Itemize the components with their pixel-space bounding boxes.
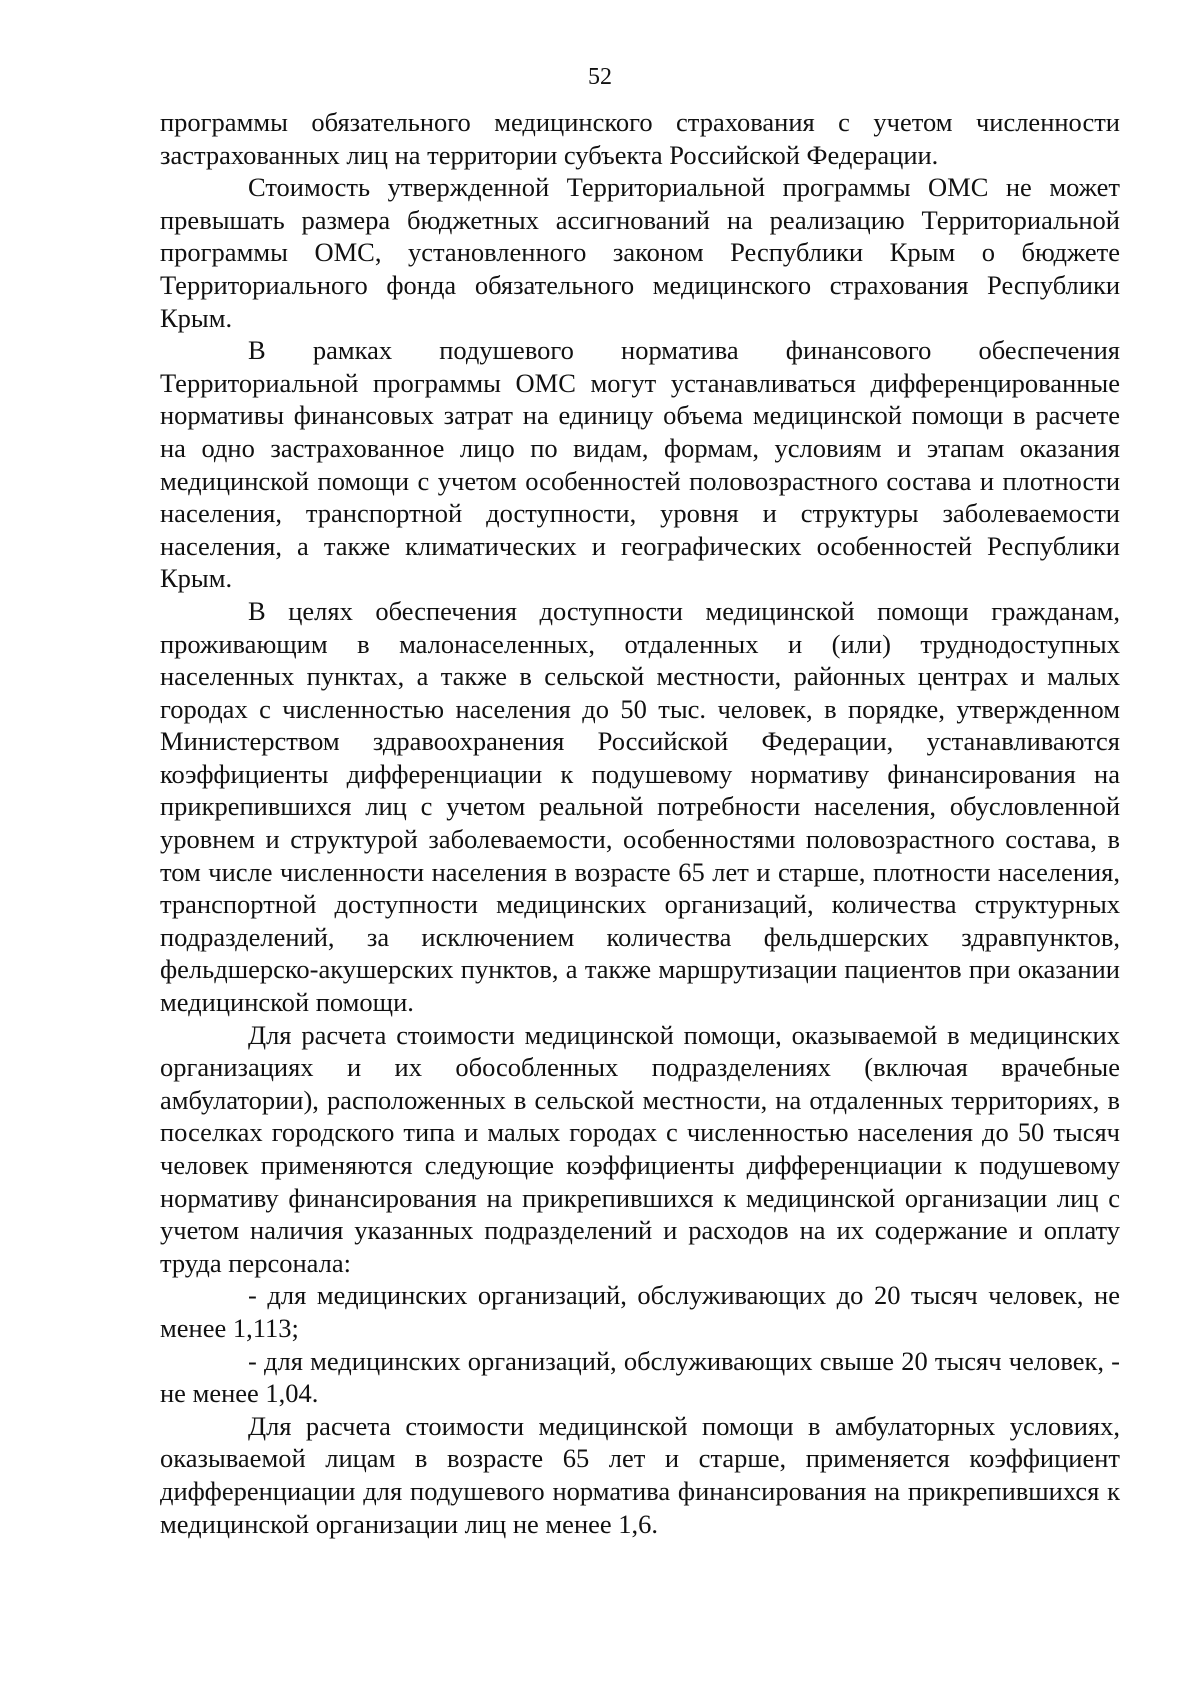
paragraph-continuation: программы обязательного медицинского страхования с учетом численности застрахованных лиц на территории субъекта Российской Федерации. — [160, 107, 1120, 170]
paragraph-program-cost: Стоимость утвержденной Территориальной программы ОМС не может превышать размера бюджетных ассигнований на реализацию Территориальной программы ОМС, установленного законом Республики Крым о бюджете Территориального фонда обязательного медицинского страхования Республики Крым. — [160, 172, 1120, 333]
paragraph-per-capita-norms: В рамках подушевого норматива финансового обеспечения Территориальной программы ОМС могут устанавливаться дифференцированные нормативы финансовых затрат на единицу объема медицинской помощи в расчете на одно застрахованное лицо по видам, формам, условиям и этапам оказания медицинской помощи с учетом особенностей половозрастного состава и плотности населения, транспортной доступности, уровня и структуры заболеваемости населения, а также климатических и географических особенностей Республики Крым. — [160, 335, 1120, 594]
list-item-up-to-20k: - для медицинских организаций, обслуживающих до 20 тысяч человек, не менее 1,113; — [160, 1280, 1120, 1343]
document-body — [160, 106, 1120, 1540]
list-item-over-20k: - для медицинских организаций, обслуживающих свыше 20 тысяч человек, - не менее 1,04. — [160, 1345, 1120, 1409]
paragraph-rural-coefficients: Для расчета стоимости медицинской помощи, оказываемой в медицинских организациях и их обособленных подразделениях (включая врачебные амбулатории), расположенных в сельской местности, на отдаленных территориях, в поселках городского типа и малых городах с численностью населения до 50 тысяч человек применяются следующие коэффициенты дифференциации к подушевому нормативу финансирования на прикрепившихся к медицинской организации лиц с учетом наличия указанных подразделений и расходов на их содержание и оплату труда персонала: — [160, 1019, 1120, 1278]
page-number: 52 — [588, 64, 612, 90]
paragraph-elderly-coefficient: Для расчета стоимости медицинской помощи в амбулаторных условиях, оказываемой лицам в возрасте 65 лет и старше, применяется коэффициент дифференциации для подушевого норматива финансирования на прикрепившихся к медицинской организации лиц не менее 1,6. — [160, 1410, 1120, 1539]
paragraph-accessibility: В целях обеспечения доступности медицинской помощи гражданам, проживающим в малонаселенных, отдаленных и (или) труднодоступных населенных пунктах, а также в сельской местности, районных центрах и малых городах с численностью населения до 50 тыс. человек, в порядке, утвержденном Министерством здравоохранения Российской Федерации, устанавливаются коэффициенты дифференциации к подушевому нормативу финансирования на прикрепившихся лиц с учетом реальной потребности населения, обусловленной уровнем и структурой заболеваемости, особенностями половозрастного состава, в том числе численности населения в возрасте 65 лет и старше, плотности населения, транспортной доступности медицинских организаций, количества структурных подразделений, за исключением количества фельдшерских здравпунктов, фельдшерско-акушерских пунктов, а также маршрутизации пациентов при оказании медицинской помощи. — [160, 595, 1120, 1018]
